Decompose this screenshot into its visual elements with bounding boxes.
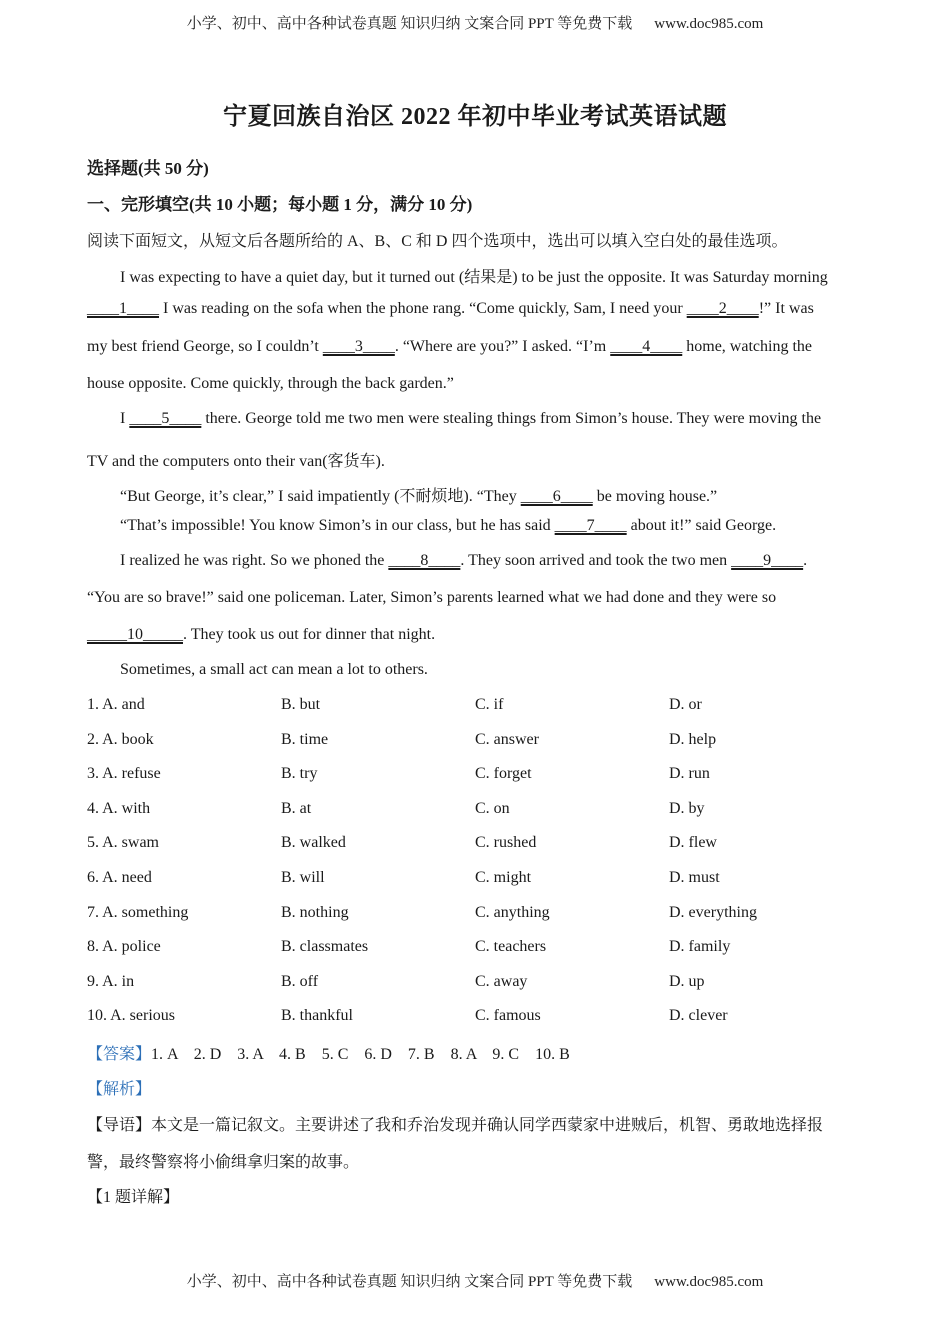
- option-4-a: 4. A. with: [87, 799, 151, 817]
- option-6-c: C. might: [475, 869, 532, 886]
- passage-line: I ____5____ there. George told me two men were stealing things from Simon’s house. They were moving the: [120, 410, 822, 427]
- guide-line-1: 【导语】本文是一篇记叙文。主要讲述了我和乔治发现并确认同学西蒙家中进贼后，机智、勇敢地选择报: [87, 1117, 824, 1134]
- answer-label: 【答案】: [87, 1046, 152, 1063]
- section-heading: 选择题(共 50 分): [87, 159, 209, 178]
- instruction: 阅读下面短文，从短文后各题所给的 A、B、C 和 D 四个选项中，选出可以填入空白处的最佳选项。: [87, 233, 788, 250]
- option-9-a: 9. A. in: [87, 972, 135, 990]
- guide-line-2: 警，最终警察将小偷缉拿归案的故事。: [87, 1154, 360, 1171]
- blank-1: ____1____: [87, 300, 159, 317]
- option-2-a: 2. A. book: [87, 730, 154, 748]
- option-3-d: D. run: [669, 765, 710, 783]
- page-header: [0, 12, 950, 33]
- blank-5: ____5____: [129, 410, 202, 427]
- option-9-c: C. away: [475, 972, 528, 990]
- option-7-d: D. everything: [669, 903, 757, 921]
- answer-text: 1. A 2. D 3. A 4. B 5. C 6. D 7. B 8. A 9. C 10. B: [151, 1046, 570, 1063]
- option-10-c: C. famous: [475, 1007, 541, 1025]
- option-3-b: B. try: [281, 765, 318, 783]
- passage-line: I realized he was right. So we phoned the ____8____. They soon arrived and took the two men ____9____.: [120, 552, 808, 569]
- blank-9: ____9____: [731, 552, 804, 569]
- option-1-d: D. or: [669, 696, 702, 713]
- passage-line: “You are so brave!” said one policeman. Later, Simon’s parents learned what we had done and they were so: [87, 589, 777, 606]
- passage-line: my best friend George, so I couldn’t ____3____. “Where are you?” I asked. “I’m ____4____ home, watching the: [87, 338, 812, 355]
- option-7-a: 7. A. something: [87, 903, 189, 921]
- blank-8: ____8____: [388, 552, 461, 569]
- blank-4: ____4____: [610, 338, 683, 355]
- option-7-c: C. anything: [475, 903, 550, 921]
- option-4-c: C. on: [475, 799, 510, 817]
- answer-line: [87, 1041, 570, 1064]
- option-10-b: B. thankful: [281, 1007, 353, 1025]
- option-8-a: 8. A. police: [87, 938, 161, 956]
- option-9-d: D. up: [669, 972, 705, 990]
- option-6-a: 6. A. need: [87, 869, 152, 886]
- passage-line: house opposite. Come quickly, through the back garden.”: [87, 375, 454, 392]
- blank-3: ____3____: [322, 338, 395, 355]
- option-2-c: C. answer: [475, 730, 539, 748]
- option-7-b: B. nothing: [281, 903, 349, 921]
- footer-url[interactable]: www.doc985.com: [654, 1274, 764, 1290]
- option-2-b: B. time: [281, 730, 329, 748]
- passage-line: _____10_____. They took us out for dinner that night.: [87, 626, 436, 643]
- passage-line: TV and the computers onto their van(客货车).: [87, 453, 385, 470]
- detail-heading: 【1 题详解】: [87, 1189, 180, 1206]
- option-6-d: D. must: [669, 869, 720, 886]
- option-4-d: D. by: [669, 799, 705, 817]
- option-8-c: C. teachers: [475, 938, 547, 956]
- option-10-d: D. clever: [669, 1007, 728, 1025]
- passage-line: ____1____ I was reading on the sofa when the phone rang. “Come quickly, Sam, I need your ____2____!” It was: [87, 300, 814, 317]
- option-3-c: C. forget: [475, 765, 532, 783]
- option-4-b: B. at: [281, 799, 312, 817]
- option-5-c: C. rushed: [475, 834, 537, 852]
- page-title: 宁夏回族自治区 2022 年初中毕业考试英语试题: [223, 104, 727, 130]
- part-heading: 一、完形填空(共 10 小题；每小题 1 分，满分 10 分): [87, 195, 473, 214]
- option-3-a: 3. A. refuse: [87, 765, 161, 783]
- option-1-c: C. if: [475, 696, 504, 713]
- header-url[interactable]: www.doc985.com: [654, 16, 764, 32]
- blank-2: ____2____: [686, 300, 759, 317]
- header-text: 小学、初中、高中各种试卷真题 知识归纳 文案合同 PPT 等免费下载: [186, 16, 633, 32]
- option-5-d: D. flew: [669, 834, 717, 852]
- passage-line: “That’s impossible! You know Simon’s in our class, but he has said ____7____ about it!” said George.: [120, 517, 777, 534]
- option-6-b: B. will: [281, 869, 325, 886]
- option-1-a: 1. A. and: [87, 696, 145, 713]
- option-8-b: B. classmates: [281, 938, 369, 956]
- option-5-b: B. walked: [281, 834, 346, 852]
- blank-6: ____6____: [520, 488, 593, 505]
- passage-line: I was expecting to have a quiet day, but it turned out (结果是) to be just the opposite. It was Saturday morning: [120, 269, 828, 286]
- option-9-b: B. off: [281, 972, 319, 990]
- blank-7: ____7____: [554, 517, 627, 534]
- option-1-b: B. but: [281, 696, 321, 713]
- blank-10: _____10_____: [87, 626, 183, 643]
- passage-line: “But George, it’s clear,” I said impatiently (不耐烦地). “They ____6____ be moving house.”: [120, 488, 718, 505]
- option-10-a: 10. A. serious: [87, 1007, 175, 1025]
- option-8-d: D. family: [669, 938, 731, 956]
- passage-line: Sometimes, a small act can mean a lot to others.: [120, 661, 428, 678]
- option-2-d: D. help: [669, 730, 717, 748]
- option-5-a: 5. A. swam: [87, 834, 159, 852]
- page-footer: [0, 1270, 950, 1291]
- footer-text: 小学、初中、高中各种试卷真题 知识归纳 文案合同 PPT 等免费下载: [186, 1274, 633, 1290]
- analysis-label: 【解析】: [87, 1081, 152, 1098]
